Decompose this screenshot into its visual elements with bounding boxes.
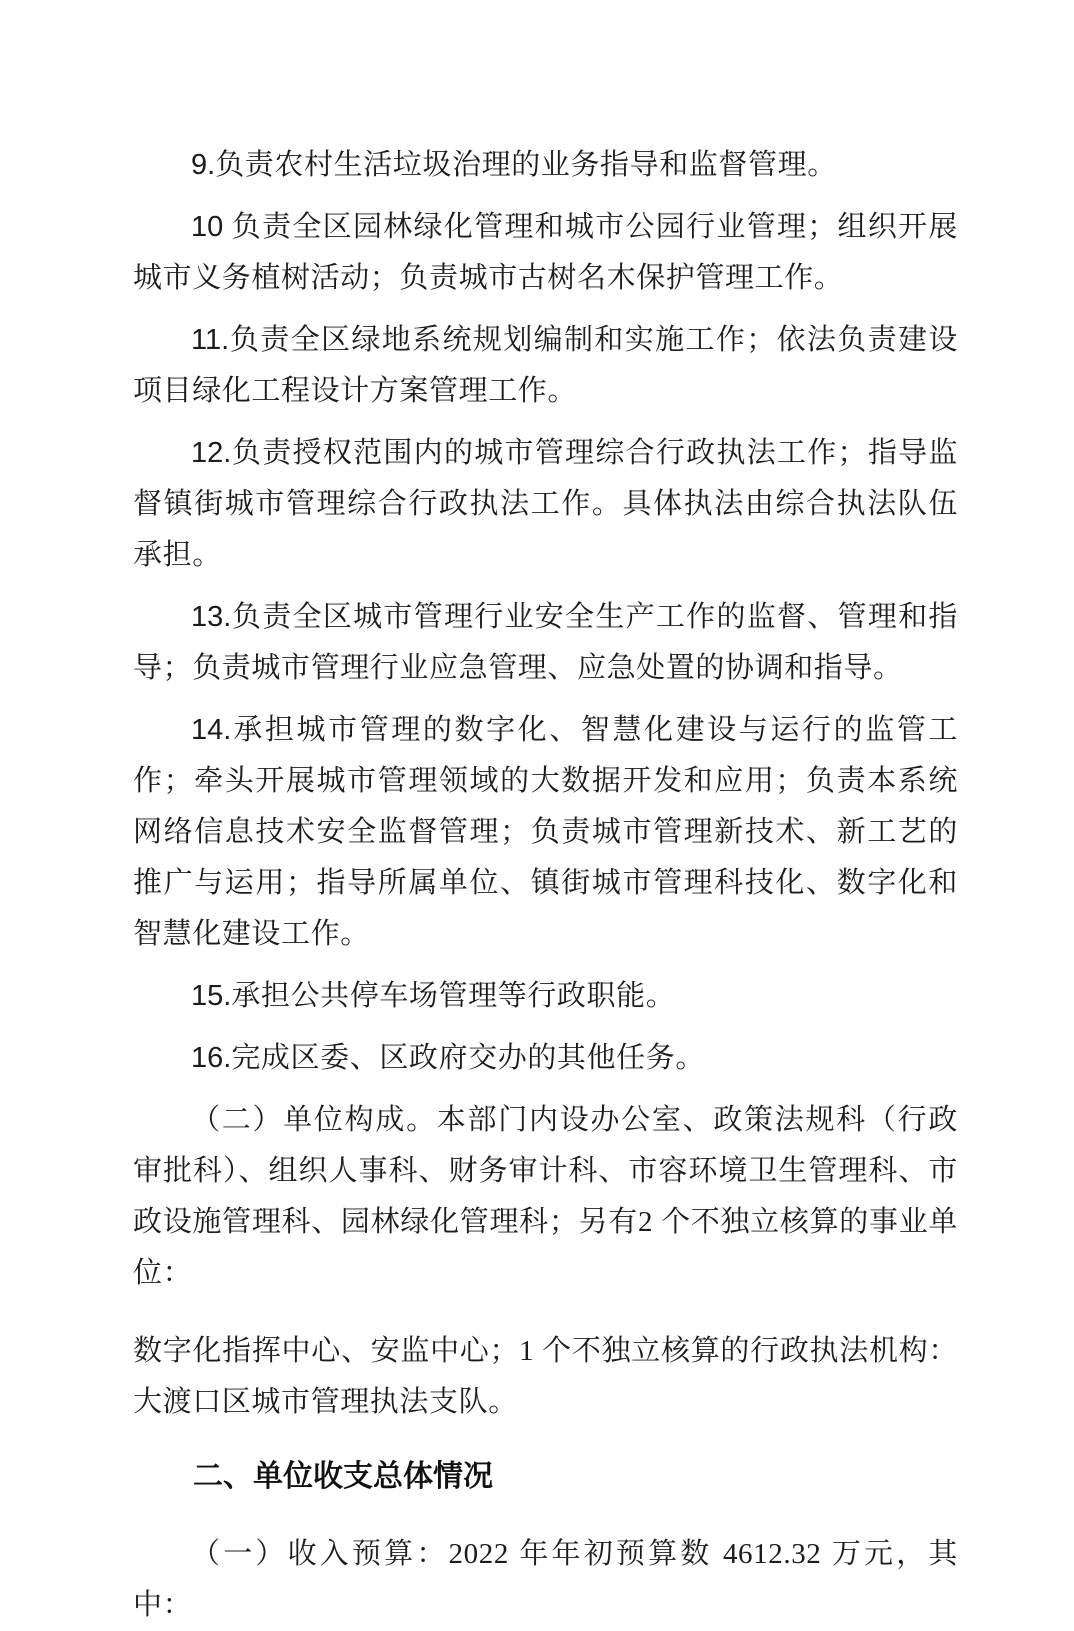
paragraph-text: 负责授权范围内的城市管理综合行政执法工作；指导监督镇街城市管理综合行政执法工作。具体执法由综合执法队伍承担。 <box>133 437 958 571</box>
paragraph-item-11 <box>133 315 958 417</box>
paragraph-item-14 <box>133 705 958 960</box>
paragraph-text: 负责全区城市管理行业安全生产工作的监督、管理和指导；负责城市管理行业应急管理、应急处置的协调和指导。 <box>133 601 958 684</box>
item-number-12: 12. <box>191 437 232 469</box>
paragraph-item-10 <box>133 202 958 304</box>
item-number-16: 16. <box>191 1042 232 1074</box>
paragraph-item-12 <box>133 428 958 581</box>
item-number-14: 14. <box>191 714 232 746</box>
item-number-10: 10 <box>191 211 224 243</box>
paragraph-item-15 <box>133 971 958 1022</box>
paragraph-text: 承担城市管理的数字化、智慧化建设与运行的监管工作；牵头开展城市管理领域的大数据开发和应用；负责本系统网络信息技术安全监督管理；负责城市管理新技术、新工艺的推广与运用；指导所属单位、镇街城市管理科技化、数字化和智慧化建设工作。 <box>133 714 958 950</box>
paragraph-text: 负责全区园林绿化管理和城市公园行业管理；组织开展城市义务植树活动；负责城市古树名木保护管理工作。 <box>133 211 958 294</box>
paragraph-item-16 <box>133 1033 958 1084</box>
paragraph-item-9 <box>133 140 958 191</box>
paragraph-text: 完成区委、区政府交办的其他任务。 <box>231 1042 705 1074</box>
paragraph-income-budget: （一）收入预算：2022 年年初预算数 4612.32 万元，其中： <box>133 1538 958 1621</box>
paragraph-text: 负责农村生活垃圾治理的业务指导和监督管理。 <box>215 149 837 181</box>
paragraph-text: （二）单位构成。本部门内设办公室、政策法规科（行政审批科）、组织人事科、财务审计科、市容环境卫生管理科、市政设施管理科、园林绿化管理科；另有2 个不独立核算的事业单位： <box>133 1104 958 1289</box>
paragraph-text: 数字化指挥中心、安监中心；1 个不独立核算的行政执法机构：大渡口区城市管理执法支队。 <box>133 1335 958 1418</box>
item-number-15: 15. <box>191 980 232 1012</box>
item-number-9: 9. <box>191 149 216 181</box>
paragraph-unit-composition-continued <box>133 1326 958 1428</box>
paragraph-text: 负责全区绿地系统规划编制和实施工作；依法负责建设项目绿化工程设计方案管理工作。 <box>133 324 958 407</box>
paragraph-text: 承担公共停车场管理等行政职能。 <box>231 980 676 1012</box>
paragraph-item-13 <box>133 592 958 694</box>
section-heading-revenue-expenditure: 二、单位收支总体情况 <box>193 1460 493 1493</box>
item-number-11: 11. <box>191 324 230 356</box>
item-number-13: 13. <box>191 601 232 633</box>
paragraph-unit-composition <box>133 1095 958 1299</box>
